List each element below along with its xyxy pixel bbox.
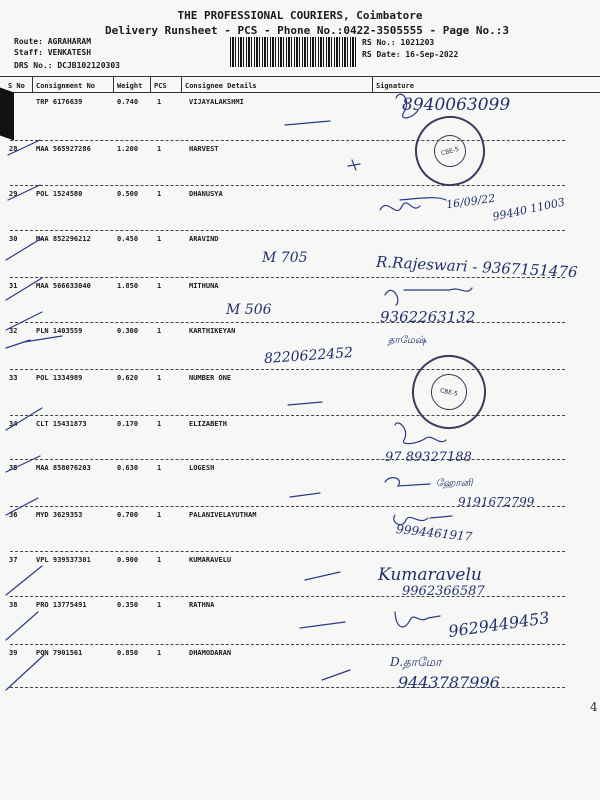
cell-weight: 1.850 <box>117 282 139 290</box>
cell-consignment: POL 1524580 <box>36 190 83 198</box>
cell-sno: 37 <box>9 556 18 564</box>
cell-weight: 0.350 <box>117 601 139 609</box>
check-mark <box>6 312 42 330</box>
runsheet-title: THE PROFESSIONAL COURIERS, Coimbatore <box>177 9 423 22</box>
cell-consignment: POL 1334989 <box>36 374 83 382</box>
cell-consignee: LOGESH <box>189 464 215 472</box>
check-mark <box>6 456 40 472</box>
cell-weight: 0.630 <box>117 464 139 472</box>
cell-pcs: 1 <box>157 420 162 428</box>
cell-pcs: 1 <box>157 327 162 335</box>
cell-consignee: PALANIVELAYUTHAM <box>189 511 257 519</box>
handwritten-tamil: D.தாமோ <box>390 655 442 669</box>
cell-sno: 32 <box>9 327 18 335</box>
cell-consignee: KUMARAVELU <box>189 556 232 564</box>
handwritten-tamil: ஹோனி <box>436 478 473 489</box>
cell-consignment: MAA 565927286 <box>36 145 91 153</box>
check-mark <box>6 336 62 348</box>
cell-consignment: TRP 6176639 <box>36 98 83 106</box>
stamp-center: CBE-5 <box>430 131 469 170</box>
handwritten-note: M 705 <box>262 250 308 266</box>
col-header-sno: S No <box>8 82 25 90</box>
cell-pcs: 1 <box>157 649 162 657</box>
rs-number: RS No.: 1021203 <box>362 38 435 47</box>
cell-consignee: DHAMODARAN <box>189 649 232 657</box>
col-header-consignee: Consignee Details <box>185 82 257 90</box>
cell-consignee: KARTHIKEYAN <box>189 327 236 335</box>
cell-sno: 38 <box>9 601 18 609</box>
handwritten-phone: 8220622452 <box>263 344 354 368</box>
cell-weight: 0.450 <box>117 235 139 243</box>
cell-weight: 0.700 <box>117 511 139 519</box>
cell-consignment: VPL 939537301 <box>36 556 91 564</box>
cell-consignment: PON 7901561 <box>36 649 83 657</box>
cell-consignee: ARAVIND <box>189 235 219 243</box>
cell-consignee: RATHNA <box>189 601 215 609</box>
cell-weight: 1.200 <box>117 145 139 153</box>
handwritten-phone: 9629449453 <box>447 608 551 641</box>
cell-consignee: DHANUSYA <box>189 190 223 198</box>
cell-sno: 34 <box>9 420 18 428</box>
cell-pcs: 1 <box>157 511 162 519</box>
check-mark <box>6 612 38 640</box>
check-mark <box>6 498 38 515</box>
cell-pcs: 1 <box>157 282 162 290</box>
handwritten-phone: 9994461917 <box>395 522 473 544</box>
cell-consignment: MYD 3629353 <box>36 511 83 519</box>
check-mark <box>6 278 42 300</box>
cell-consignee: HARVEST <box>189 145 219 153</box>
handwritten-phone: 9362263132 <box>380 308 476 326</box>
cell-consignee: VIJAYALAKSHMI <box>189 98 244 106</box>
cell-sno: 28 <box>9 145 18 153</box>
cell-sno: 29 <box>9 190 18 198</box>
handwritten-date: 16/09/22 <box>445 191 497 212</box>
col-header-signature: Signature <box>376 82 414 90</box>
handwritten-phone: 9191672799 <box>458 495 535 509</box>
cell-weight: 0.900 <box>117 556 139 564</box>
cell-consignee: MITHUNA <box>189 282 219 290</box>
cell-weight: 0.740 <box>117 98 139 106</box>
col-header-pcs: PCS <box>154 82 167 90</box>
stamp-center: CBE-5 <box>428 371 471 414</box>
cell-consignment: MAA 852296212 <box>36 235 91 243</box>
staff-label: Staff: VENKATESH <box>14 48 92 57</box>
handwritten-tamil: தாமேஷ் <box>388 335 427 346</box>
cell-consignee: NUMBER ONE <box>189 374 232 382</box>
cell-pcs: 1 <box>157 235 162 243</box>
handwritten-phone: 8940063099 <box>402 95 511 115</box>
cell-sno: 35 <box>9 464 18 472</box>
cell-weight: 0.620 <box>117 374 139 382</box>
cell-weight: 0.300 <box>117 327 139 335</box>
cell-consignment: PLN 1403559 <box>36 327 83 335</box>
check-mark <box>6 566 42 595</box>
check-mark <box>8 185 40 200</box>
cell-pcs: 1 <box>157 98 162 106</box>
check-mark <box>6 238 42 260</box>
check-mark <box>8 140 40 155</box>
cell-pcs: 1 <box>157 374 162 382</box>
cell-pcs: 1 <box>157 601 162 609</box>
handwritten-phone: 9962366587 <box>402 584 485 599</box>
cell-pcs: 1 <box>157 190 162 198</box>
check-mark <box>6 655 44 690</box>
handwritten-phone: 97 89327188 <box>385 450 472 465</box>
handwritten-signature: Kumaravelu <box>378 565 482 585</box>
handwritten-note: M 506 <box>226 302 272 318</box>
margin-mark: 4 <box>590 700 598 714</box>
col-header-weight: Weight <box>117 82 143 90</box>
cell-consignment: CLT 15431873 <box>36 420 87 428</box>
cell-pcs: 1 <box>157 556 162 564</box>
cell-weight: 0.500 <box>117 190 139 198</box>
cell-consignment: PRO 13775491 <box>36 601 87 609</box>
cell-weight: 0.170 <box>117 420 139 428</box>
handwritten-phone: 99440 11003 <box>491 195 567 224</box>
handwritten-phone: 9443787996 <box>398 673 500 692</box>
cell-consignee: ELIZABETH <box>189 420 227 428</box>
col-header-consignment: Consignment No <box>36 82 96 90</box>
drs-number: DRS No.: DCJB102120303 <box>14 61 120 70</box>
cell-consignment: MAA 566633040 <box>36 282 91 290</box>
cell-pcs: 1 <box>157 464 162 472</box>
cell-weight: 0.850 <box>117 649 139 657</box>
runsheet-subtitle: Delivery Runsheet - PCS - Phone No.:0422-3505555 - Page No.:3 <box>105 24 509 37</box>
handwritten-name-phone: R.Rajeswari - 9367151476 <box>375 252 579 282</box>
cell-sno: 30 <box>9 235 18 243</box>
check-mark <box>6 408 42 430</box>
route-label: Route: AGRAHARAM <box>14 37 92 46</box>
cell-sno: 31 <box>9 282 18 290</box>
cell-sno: 36 <box>9 511 18 519</box>
cell-consignment: MAA 858076203 <box>36 464 91 472</box>
cell-sno: 39 <box>9 649 18 657</box>
cell-sno: 33 <box>9 374 18 382</box>
cell-pcs: 1 <box>157 145 162 153</box>
rs-date: RS Date: 16-Sep-2022 <box>362 50 459 59</box>
